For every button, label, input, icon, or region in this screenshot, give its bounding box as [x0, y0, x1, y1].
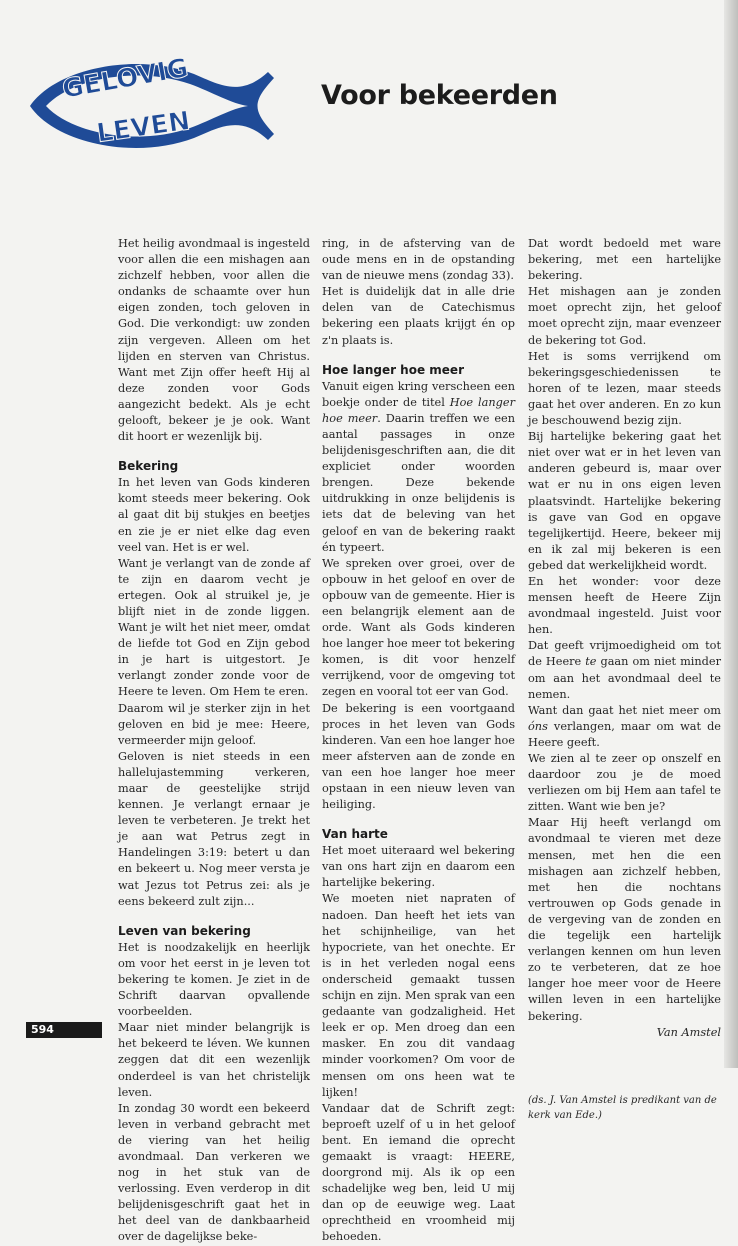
paragraph: Want dan gaat het niet meer om óns verlangen, maar om wat de Heere geeft.	[528, 703, 721, 749]
fish-icon	[26, 50, 276, 162]
logo-top-word: GELOVIG	[60, 53, 191, 105]
paragraph: Dat geeft vrijmoedigheid om tot de Heere te gaan om niet minder om aan het avondmaal deel te nemen.	[528, 639, 721, 701]
heading-van-harte: Van harte	[322, 827, 388, 842]
paragraph: Het is soms verrijkend om bekeringsgeschiedenissen te horen of te lezen, maar steeds gaat het over anderen. En zo kun je beschouwend bezig zijn.	[528, 349, 721, 428]
paragraph: We zien al te zeer op onszelf en daardoor zou je de moed verliezen om bij Hem aan tafel te zitten. Want wie ben je?	[528, 752, 721, 814]
paragraph: Vanuit eigen kring verscheen een boekje onder de titel Hoe langer hoe meer. Daarin treffen we een aantal passages in onze belijdenisgeschriften aan, die dit expliciet onder woorden brengen. Deze bekende uitdrukking in onze belijdenis is iets dat de beleving van het geloof en van de bekering raakt én typeert.	[322, 379, 516, 554]
paragraph: Daarom wil je sterker zijn in het geloven en bid je mee: Heere, vermeerder mijn geloof.	[118, 701, 310, 747]
paragraph: De bekering is een voortgaand proces in het leven van Gods kinderen. Van een hoe langer hoe meer afsterven aan de zonde en van een hoe langer hoe meer opstaan in een nieuw leven van heiliging.	[322, 701, 515, 812]
paragraph: Bij hartelijke bekering gaat het niet over wat er in het leven van anderen gebeurd is, maar over wat er nu in ons eigen leven plaatsvindt. Hartelijke bekering is gave van God en opgave tegelijkertijd. Heere, bekeer mij en ik zal mij bekeren is een gebed dat werkelijkheid wordt.	[528, 430, 721, 572]
heading-bekering: Bekering	[118, 459, 179, 474]
column-1	[118, 236, 310, 1246]
author-note: (ds. J. Van Amstel is predikant van de kerk van Ede.)	[528, 1094, 717, 1121]
page-number-bar	[26, 1022, 102, 1038]
column-3	[528, 236, 721, 1123]
paragraph: In het leven van Gods kinderen komt steeds meer bekering. Ook al gaat dit bij stukjes en beetjes en zie je er niet elke dag even veel van. Het is er wel.	[118, 476, 310, 554]
paragraph: Maar niet minder belangrijk is het bekeerd te léven. We kunnen zeggen dat dit een wezenlijk onderdeel is van het christelijk leven.	[118, 1021, 310, 1099]
intro-paragraph: Het heilig avondmaal is ingesteld voor allen die een mishagen aan zichzelf hebben, voor allen die ondanks de schaamte over hun eigen zonden, toch geloven in God. Die verkondigt: uw zonden zijn vergeven. Alleen om het lijden en sterven van Christus. Want met Zijn offer heeft Hij al deze zonden voor Gods aangezicht bedekt. Als je echt gelooft, bekeer je je ook. Want dit hoort er wezenlijk bij.	[118, 237, 310, 444]
paragraph: Dat wordt bedoeld met ware bekering, met een hartelijke bekering.	[528, 237, 721, 283]
paragraph: In zondag 30 wordt een bekeerd leven in verband gebracht met de viering van het heilig avondmaal. Dan verkeren we nog in het stuk van de verlossing. Even verderop in dit belijdenisgeschrift gaat het in het deel van de dankbaarheid over de dagelijkse beke-	[118, 1101, 310, 1244]
paragraph: Het mishagen aan je zonden moet oprecht zijn, het geloof moet oprecht zijn, maar evenzeer de bekering tot God.	[528, 285, 721, 347]
paragraph: Vandaar dat de Schrift zegt: beproeft uzelf of u in het geloof bent. En iemand die oprecht gemaakt is vraagt: HEERE, doorgrond mij. Als ik op een schadelijke weg ben, leid U mij dan op de eeuwige weg. Laat oprechtheid en vroomheid mij behoeden.	[322, 1101, 515, 1244]
paragraph: Het is noodzakelijk en heerlijk om voor het eerst in je leven tot bekering te komen. Je ziet in de Schrift daarvan opvallende voorbeelden.	[118, 940, 310, 1019]
gelovig-leven-logo	[26, 50, 276, 162]
heading-leven-van-bekering: Leven van bekering	[118, 923, 251, 938]
paragraph: Het moet uiteraard wel bekering van ons hart zijn en daarom een hartelijke bekering.	[322, 844, 515, 890]
paragraph: We spreken over groei, over de opbouw in het geloof en over de opbouw van de gemeente. Hier is een belangrijk element aan de orde. Want als Gods kinderen hoe langer hoe meer tot bekering komen, is dit voor henzelf verrijkend, voor de omgeving tot zegen en vooral tot eer van God.	[322, 556, 515, 699]
paragraph: ring, in de afsterving van de oude mens en in de opstanding van de nieuwe mens (zondag 33).	[322, 237, 515, 283]
paragraph: Maar Hij heeft verlangd om avondmaal te vieren met deze mensen, met hen die een mishagen aan zichzelf hebben, met hen die nochtans vertrouwen op Gods genade in de vergeving van de zonden en die tegelijk een hartelijk verlangen kennen om hun leven zo te verbeteren, dat ze hoe langer hoe meer voor de Heere willen leven in een hartelijke bekering.	[528, 816, 721, 1023]
paragraph: En het wonder: voor deze mensen heeft de Heere Zijn avondmaal ingesteld. Juist voor hen.	[528, 574, 721, 637]
page-edge-shadow	[724, 0, 738, 1068]
article-title: Voor bekeerden	[321, 80, 558, 111]
book-title: Hoe langer hoe meer	[322, 395, 515, 425]
paragraph: Geloven is niet steeds in een hallelujastemming verkeren, maar de geestelijke strijd kennen. Je verlangt ernaar je leven te verbeteren. Je trekt het je aan wat Petrus zegt in Handelingen 3:19: betert u dan en bekeert u. Nog meer versta je wat Jezus tot Petrus zei: als je eens bekeerd zult zijn...	[118, 749, 310, 908]
logo-bottom-word: LEVEN	[94, 106, 193, 149]
page-number: 594	[31, 1023, 54, 1036]
heading-hoe-langer-hoe-meer: Hoe langer hoe meer	[322, 362, 464, 377]
column-2	[322, 236, 515, 1246]
paragraph: Want je verlangt van de zonde af te zijn en daarom vecht je ertegen. Ook al struikel je, je blijft niet in de zonde liggen. Want je wilt het niet meer, omdat de liefde tot God en Zijn gebod in je hart is uitgestort. Je verlangt zonder zonde voor de Heere te leven. Om Hem te eren.	[118, 556, 310, 699]
paragraph: Het is duidelijk dat in alle drie delen van de Catechismus bekering een plaats krijgt én op z'n plaats is.	[322, 285, 515, 347]
paragraph: We moeten niet napraten of nadoen. Dan heeft het iets van het schijnheilige, van het hypocriete, van het onechte. Er is in het verleden nogal eens onderscheid gemaakt tussen schijn en zijn. Men sprak van een gedaante van godzaligheid. Het leek er op. Men droeg dan een masker. En zou dit vandaag minder voorkomen? Om voor de mensen om ons heen wat te lijken!	[322, 892, 515, 1099]
author-signature: Van Amstel	[656, 1025, 721, 1039]
